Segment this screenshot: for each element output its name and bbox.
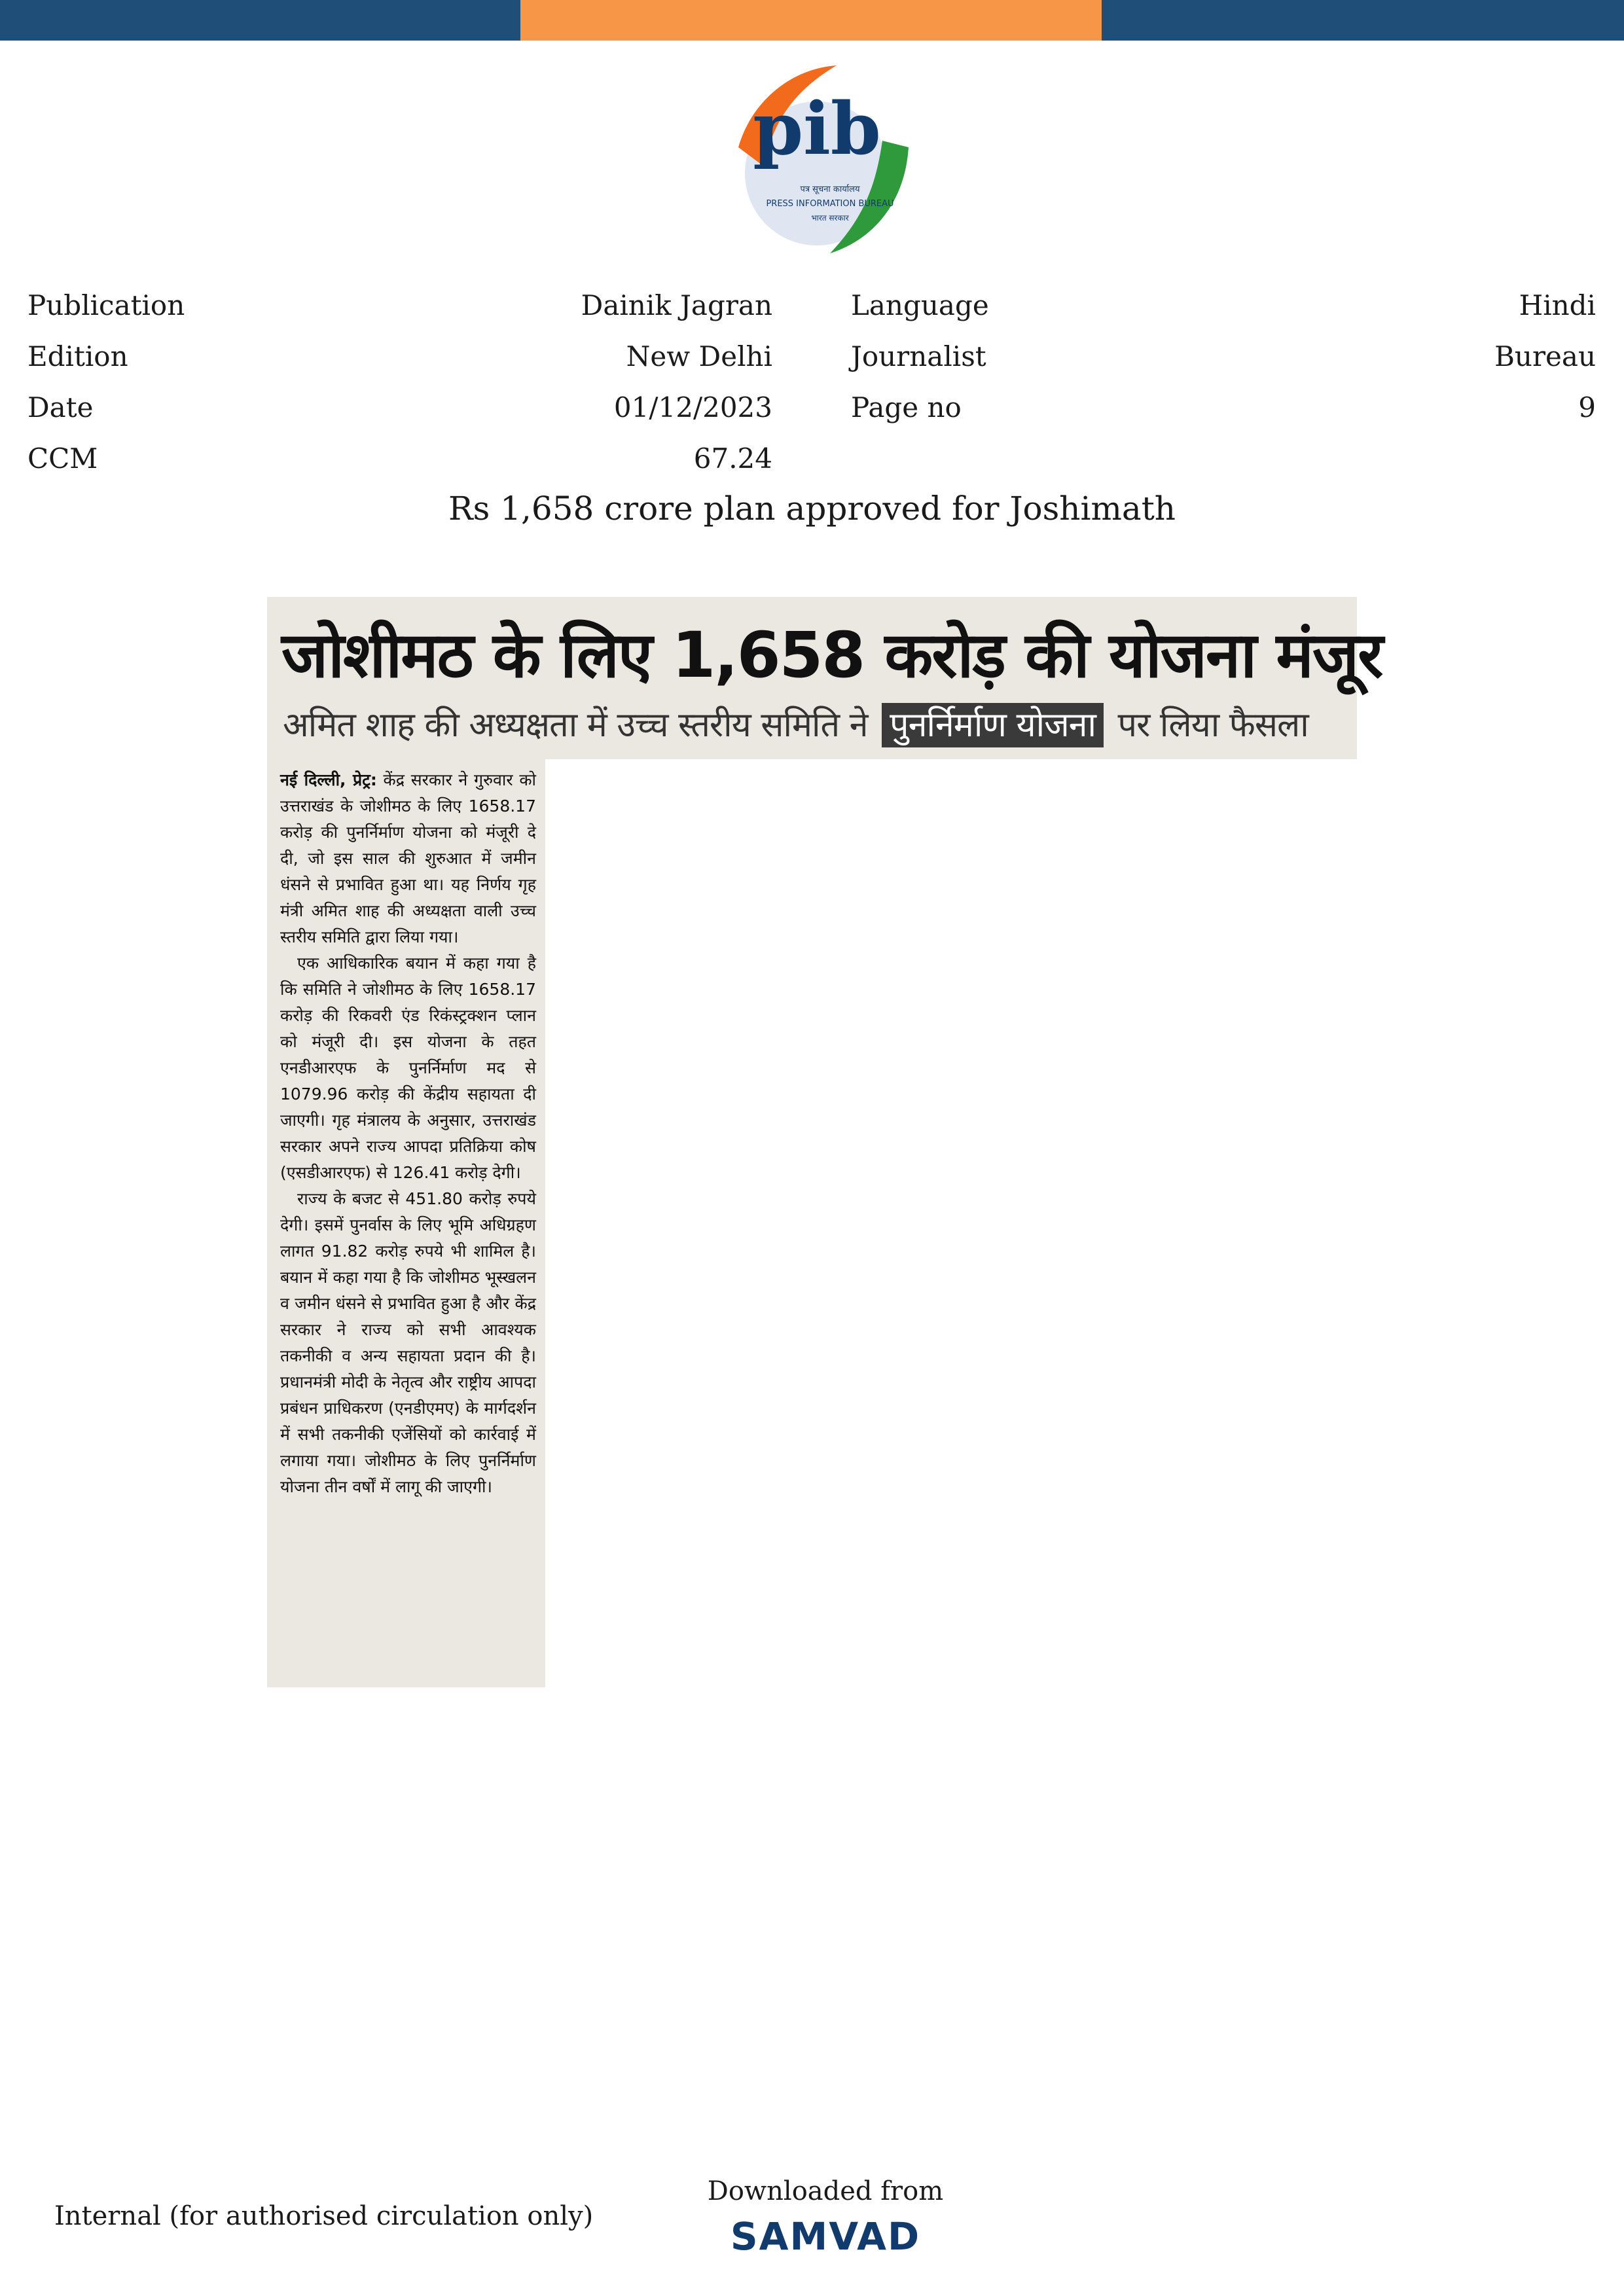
- meta-label: Publication: [27, 289, 185, 321]
- article-dateline: नई दिल्ली, प्रेट्र:: [280, 770, 377, 789]
- meta-row-journalist: [851, 331, 1596, 382]
- circulation-notice: Internal (for authorised circulation only): [54, 2201, 594, 2231]
- article-paragraph-1: [280, 767, 536, 950]
- meta-label: CCM: [27, 442, 98, 475]
- subtitle-before: अमित शाह की अध्यक्षता में उच्च स्तरीय समिति ने: [283, 706, 868, 745]
- meta-row-page-no: [851, 382, 1596, 433]
- top-color-band: [0, 0, 1624, 41]
- clipping-title: जोशीमठ के लिए 1,658 करोड़ की योजना मंजूर: [281, 619, 1382, 692]
- meta-row-language: [851, 280, 1596, 331]
- meta-row-date: [27, 382, 772, 433]
- band-blue-left: [0, 0, 520, 41]
- subtitle-after: पर लिया फैसला: [1117, 706, 1308, 745]
- logo-wordmark: pib: [753, 86, 881, 171]
- meta-label: Journalist: [851, 340, 986, 372]
- meta-value: 67.24: [693, 442, 772, 475]
- meta-row-edition: [27, 331, 772, 382]
- meta-label: Page no: [851, 391, 962, 423]
- meta-label: Date: [27, 391, 94, 423]
- subtitle-highlight: पुनर्निर्माण योजना: [882, 703, 1104, 747]
- logo-line-govt: भारत सरकार: [811, 213, 849, 223]
- meta-left-column: [27, 280, 772, 484]
- meta-value: Dainik Jagran: [581, 289, 772, 321]
- article-paragraph-2: एक आधिकारिक बयान में कहा गया है कि समिति ने जोशीमठ के लिए 1658.17 करोड़ की रिकवरी एंड रिकंस्ट्रक्शन प्लान को मंजूरी दी। इस योजना के तहत एनडीआरएफ के पुनर्निर्माण मद से 1079.96 करोड़ की केंद्रीय सहायता दी जाएगी। गृह मंत्रालय के अनुसार, उत्तराखंड सरकार अपने राज्य आपदा प्रतिक्रिया कोष (एसडीआरएफ) से 126.41 करोड़ देगी।: [280, 954, 536, 1182]
- samvad-logo: SAMVAD: [730, 2214, 921, 2259]
- clipping-subtitle: [283, 700, 1308, 747]
- band-orange-middle: [520, 0, 1102, 41]
- page-title: Rs 1,658 crore plan approved for Joshimath: [448, 490, 1176, 528]
- pib-logo-icon: [719, 62, 915, 259]
- band-blue-right: [1102, 0, 1624, 41]
- logo-line-english: PRESS INFORMATION BUREAU: [766, 199, 894, 209]
- meta-value: Hindi: [1519, 289, 1596, 321]
- meta-row-ccm: [27, 433, 772, 484]
- meta-value: New Delhi: [626, 340, 772, 372]
- meta-value: 9: [1578, 391, 1596, 423]
- meta-value: 01/12/2023: [613, 391, 772, 423]
- meta-value: Bureau: [1494, 340, 1596, 372]
- clipping-header: [267, 597, 1382, 759]
- meta-label: Language: [851, 289, 989, 321]
- downloaded-from-label: Downloaded from: [707, 2176, 944, 2206]
- meta-label: Edition: [27, 340, 128, 372]
- meta-right-column: [851, 280, 1596, 433]
- meta-row-publication: [27, 280, 772, 331]
- logo-line-hindi: पत्र सूचना कार्यालय: [800, 185, 860, 194]
- paragraph-text: केंद्र सरकार ने गुरुवार को उत्तराखंड के जोशीमठ के लिए 1658.17 करोड़ की पुनर्निर्माण योजना को मंजूरी दे दी, जो इस साल की शुरुआत में जमीन धंसने से प्रभावित हुआ था। यह निर्णय गृह मंत्री अमित शाह की अध्यक्षता वाली उच्च स्तरीय समिति द्वारा लिया गया।: [280, 770, 536, 946]
- article-paragraph-3: राज्य के बजट से 451.80 करोड़ रुपये देगी। इसमें पुनर्वास के लिए भूमि अधिग्रहण लागत 91.82 करोड़ रुपये भी शामिल है। बयान में कहा गया है कि जोशीमठ भूस्खलन व जमीन धंसने से प्रभावित हुआ है और केंद्र सरकार ने राज्य को सभी आवश्यक तकनीकी व अन्य सहायता प्रदान की है। प्रधानमंत्री मोदी के नेतृत्व और राष्ट्रीय आपदा प्रबंधन प्राधिकरण (एनडीएमए) के मार्गदर्शन में सभी तकनीकी एजेंसियों को कार्रवाई में लगाया गया। जोशीमठ के लिए पुनर्निर्माण योजना तीन वर्षों में लागू की जाएगी।: [280, 1189, 536, 1496]
- clipping-article: [267, 759, 545, 1687]
